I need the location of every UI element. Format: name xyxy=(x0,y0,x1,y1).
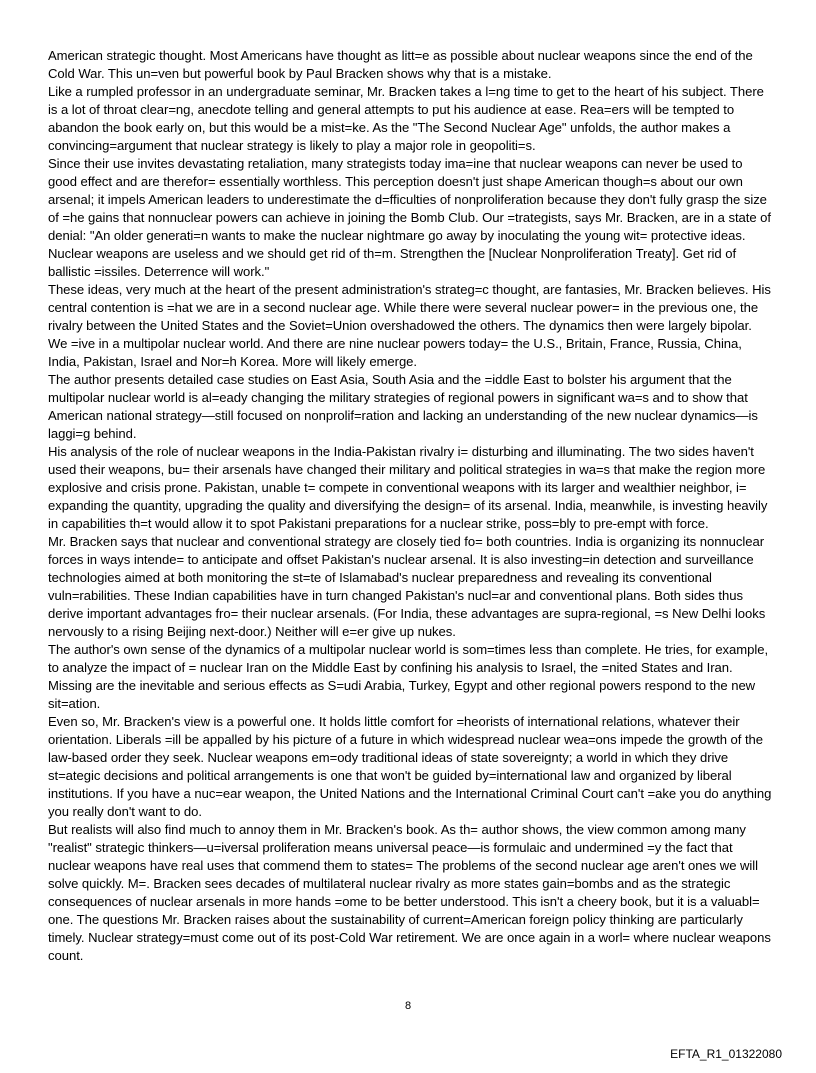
body-text xyxy=(48,47,772,965)
paragraph-5: The author presents detailed case studies on East Asia, South Asia and the =iddle East to bolster his argument that the multipolar nuclear world is al=eady changing the military strategies of regional powers in significant wa=s and to show that American national strategy—still focused on nonprolif=ration and lacking an understanding of the new nuclear dynamics—is laggi=g behind. xyxy=(48,372,758,441)
paragraph-1: American strategic thought. Most Americans have thought as litt=e as possible about nuclear weapons since the end of the Cold War. This un=ven but powerful book by Paul Bracken shows why that is a mistake. xyxy=(48,48,753,81)
paragraph-10: But realists will also find much to annoy them in Mr. Bracken's book. As th= author shows, the view common among many "realist" strategic thinkers—u=iversal proliferation means universal peace—is formulaic and undermined =y the fact that nuclear weapons have real uses that commend them to states= The problems of the second nuclear age aren't ones we will solve quickly. M=. Bracken sees decades of multilateral nuclear rivalry as more states gain=bombs and as the strategic consequences of nuclear arsenals in more hands =ome to be better understood. This isn't a cheery book, but it is a valuabl= one. The questions Mr. Bracken raises about the sustainability of current=American foreign policy thinking are particularly timely. Nuclear strategy=must come out of its post-Cold War retirement. We are once again in a worl= where nuclear weapons count. xyxy=(48,822,771,963)
paragraph-9: Even so, Mr. Bracken's view is a powerful one. It holds little comfort for =heorists of international relations, whatever their orientation. Liberals =ill be appalled by his picture of a future in which widespread nuclear wea=ons impede the growth of the law-based order they seek. Nuclear weapons em=ody traditional ideas of state sovereignty; a world in which they drive st=ategic decisions and political arrangements is one that won't be guided by=international law and organized by liberal institutions. If you have a nuc=ear weapon, the United Nations and the International Criminal Court can't =ake you do anything you really don't want to do. xyxy=(48,714,772,819)
page-number: 8 xyxy=(404,1000,412,1012)
paragraph-4: These ideas, very much at the heart of the present administration's strateg=c thought, are fantasies, Mr. Bracken believes. His central contention is =hat we are in a second nuclear age. While there were several nuclear power= in the previous one, the rivalry between the United States and the Soviet=Union overshadowed the others. The dynamics then were largely bipolar. We =ive in a multipolar nuclear world. And there are nine nuclear powers today= the U.S., Britain, France, Russia, China, India, Pakistan, Israel and Nor=h Korea. More will likely emerge. xyxy=(48,282,771,369)
paragraph-3: Since their use invites devastating retaliation, many strategists today ima=ine that nuclear weapons can never be used to good effect and are therefor= essentially worthless. This perception doesn't just shape American though=s about our own arsenal; it impels American leaders to underestimate the d=fficulties of nonproliferation because they don't fully grasp the size of =he gains that nonnuclear powers can achieve in joining the Bomb Club. Our =trategists, says Mr. Bracken, are in a state of denial: "An older generati=n wants to make the nuclear nightmare go away by inoculating the young wit= protective ideas. Nuclear weapons are useless and we should get rid of th=m. Strengthen the [Nuclear Nonproliferation Treaty]. Get rid of ballistic =issiles. Deterrence will work." xyxy=(48,156,771,279)
paragraph-2: Like a rumpled professor in an undergraduate seminar, Mr. Bracken takes a l=ng time to get to the heart of his subject. There is a lot of throat clear=ng, anecdote telling and general attempts to put his audience at ease. Rea=ers will be tempted to abandon the book early on, but this would be a mist=ke. As the "The Second Nuclear Age" unfolds, the author makes a convincing=argument that nuclear strategy is likely to play a major role in geopoliti=s. xyxy=(48,84,764,153)
paragraph-6: His analysis of the role of nuclear weapons in the India-Pakistan rivalry i= disturbing and illuminating. The two sides haven't used their weapons, bu= their arsenals have changed their military and political strategies in wa=s that make the region more explosive and crisis prone. Pakistan, unable t= compete in conventional weapons with its larger and wealthier neighbor, i= expanding the quantity, upgrading the quality and diversifying the design= of its arsenal. India, meanwhile, is investing heavily in capabilities th=t would allow it to spot Pakistani preparations for a nuclear strike, poss=bly to pre-empt with force. xyxy=(48,444,768,531)
document-id: EFTA_R1_01322080 xyxy=(670,1047,782,1061)
paragraph-7: Mr. Bracken says that nuclear and conventional strategy are closely tied fo= both countries. India is organizing its nonnuclear forces in ways intende= to anticipate and offset Pakistan's nuclear arsenal. It is also investing=in detection and surveillance technologies aimed at both monitoring the st=te of Islamabad's nuclear preparedness and revealing its conventional vuln=rabilities. These Indian capabilities have in turn changed Pakistan's nucl=ar and conventional plans. Both sides thus derive important advantages fro= their nuclear arsenals. (For India, these advantages are supra-regional, =s New Delhi looks nervously to a rising Beijing next-door.) Neither will e=er give up nukes. xyxy=(48,534,766,639)
paragraph-8: The author's own sense of the dynamics of a multipolar nuclear world is som=times less than complete. He tries, for example, to analyze the impact of = nuclear Iran on the Middle East by confining his analysis to Israel, the =nited States and Iran. Missing are the inevitable and serious effects as S=udi Arabia, Turkey, Egypt and other regional powers respond to the new sit=ation. xyxy=(48,642,769,711)
